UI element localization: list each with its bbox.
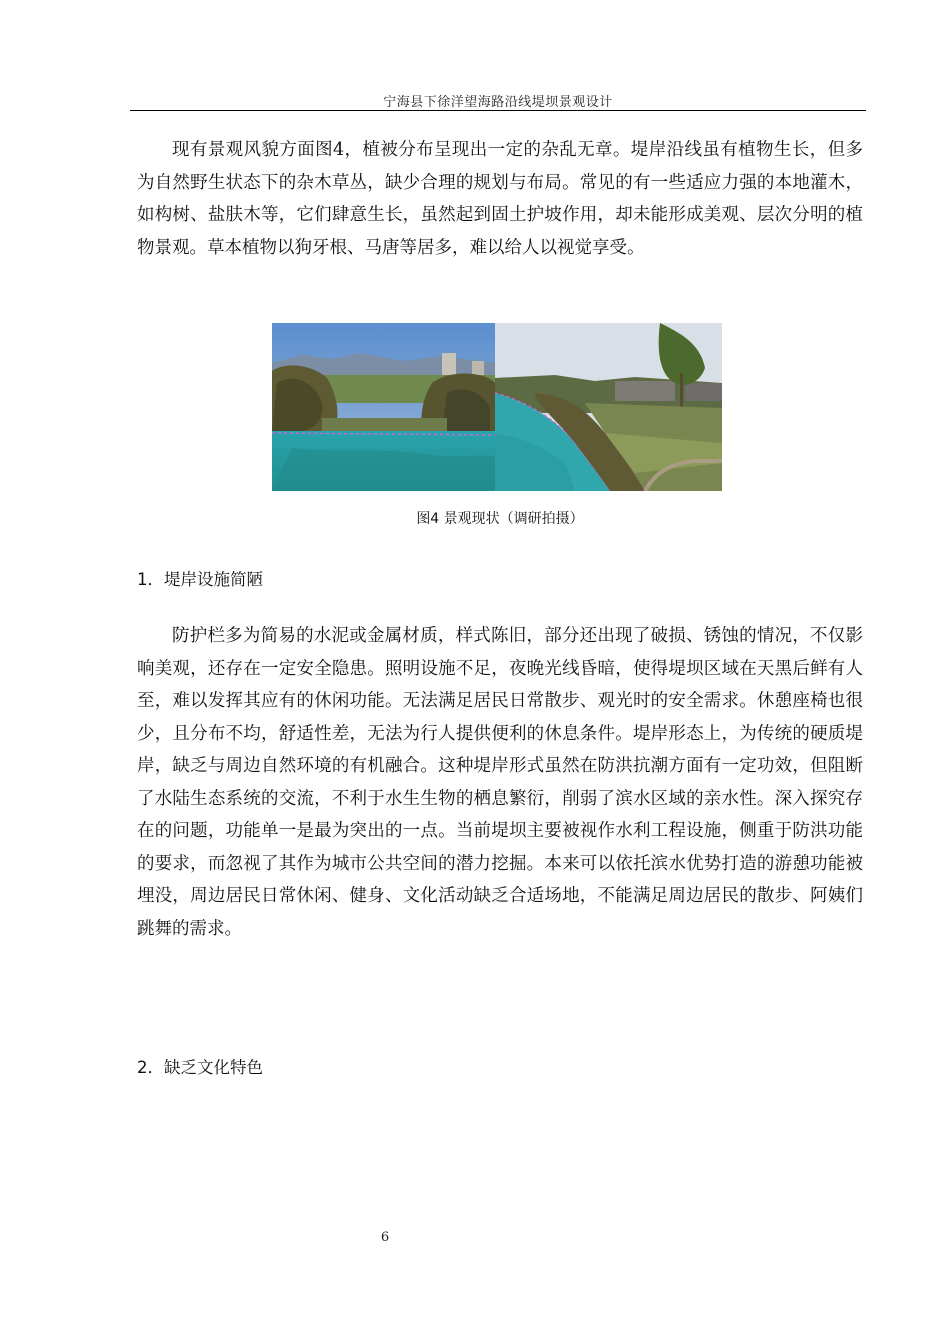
figure-caption: 图4 景观现状（调研拍摄） xyxy=(416,511,584,527)
section-heading-culture: 2．缺乏文化特色 xyxy=(137,1058,263,1077)
figure-4 xyxy=(272,323,722,491)
page-number: 6 xyxy=(380,1230,390,1245)
riverbank-photo-right xyxy=(495,323,722,491)
section-heading-facilities: 1．堤岸设施简陋 xyxy=(137,570,263,589)
paragraph-vegetation: 现有景观风貌方面图4，植被分布呈现出一定的杂乱无章。堤岸沿线虽有植物生长，但多为自然野生状态下的杂木草丛，缺少合理的规划与布局。常见的有一些适应力强的本地灌木，如构树、盐肤木等，它们肆意生长，虽然起到固土护坡作用，却未能形成美观、层次分明的植物景观。草本植物以狗牙根、马唐等居多，难以给人以视觉享受。 xyxy=(137,140,863,258)
header-rule xyxy=(130,110,866,111)
riverbank-photo-left xyxy=(272,323,495,491)
running-header: 宁海县下徐洋望海路沿线堤坝景观设计 xyxy=(383,95,613,110)
paragraph-facilities: 防护栏多为简易的水泥或金属材质，样式陈旧，部分还出现了破损、锈蚀的情况，不仅影响美观，还存在一定安全隐患。照明设施不足，夜晚光线昏暗，使得堤坝区域在天黑后鲜有人至，难以发挥其应有的休闲功能。无法满足居民日常散步、观光时的安全需求。休憩座椅也很少，且分布不均，舒适性差，无法为行人提供便利的休息条件。堤岸形态上，为传统的硬质堤岸，缺乏与周边自然环境的有机融合。这种堤岸形式虽然在防洪抗潮方面有一定功效，但阻断了水陆生态系统的交流，不利于水生生物的栖息繁衍，削弱了滨水区域的亲水性。深入探究存在的问题，功能单一是最为突出的一点。当前堤坝主要被视作水利工程设施，侧重于防洪功能的要求，而忽视了其作为城市公共空间的潜力挖掘。本来可以依托滨水优势打造的游憩功能被埋没，周边居民日常休闲、健身、文化活动缺乏合适场地，不能满足周边居民的散步、阿姨们跳舞的需求。 xyxy=(137,626,863,939)
